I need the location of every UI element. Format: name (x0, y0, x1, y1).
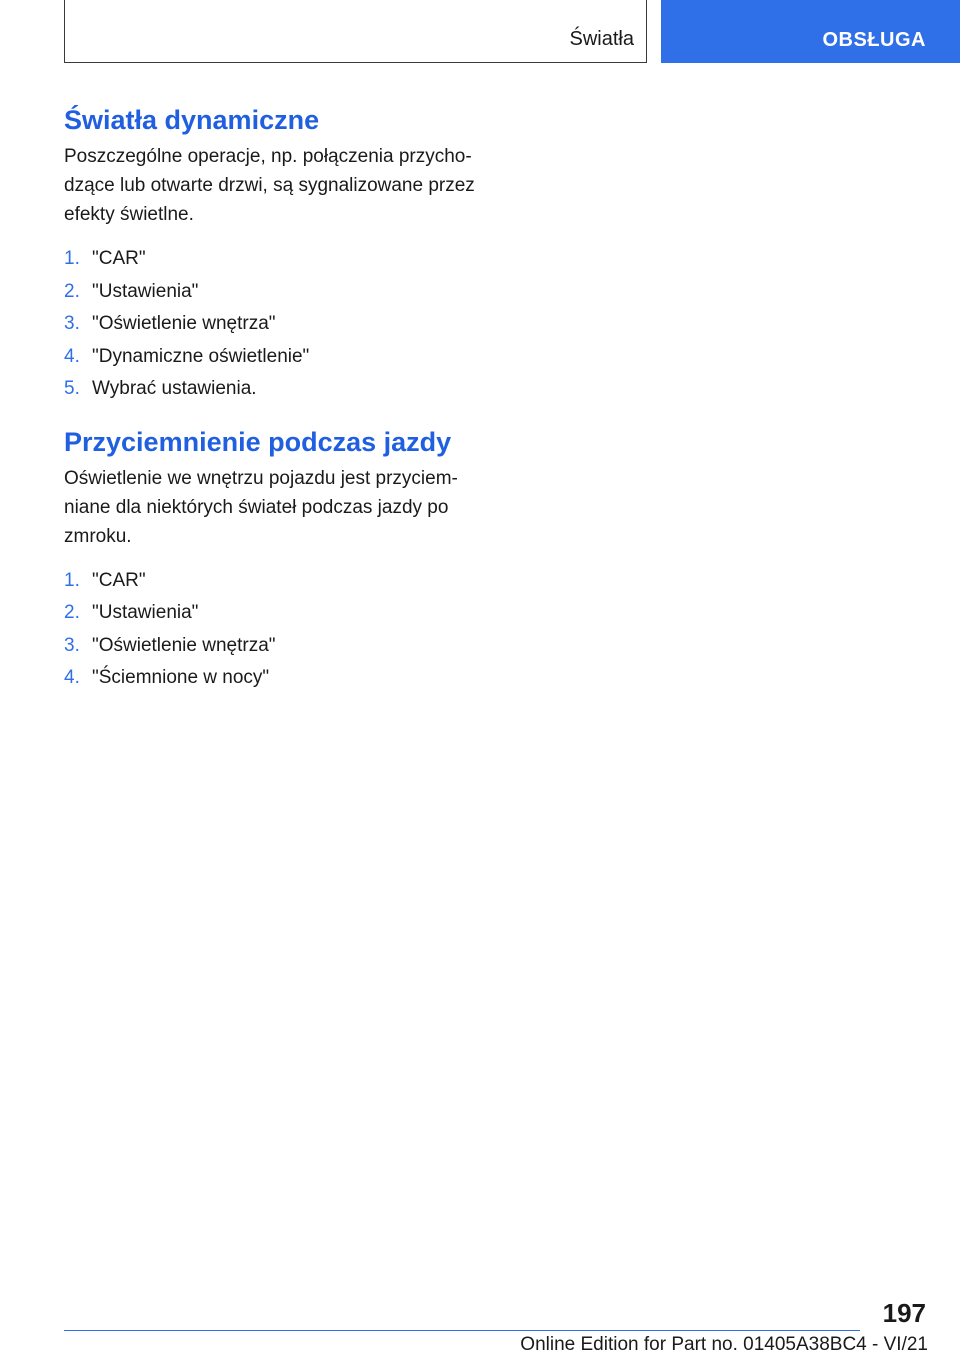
section-heading: Przyciemnienie podczas jazdy (64, 426, 452, 457)
list-item (64, 597, 484, 630)
step-text: "CAR" (92, 248, 146, 269)
step-number: 2. (64, 280, 80, 302)
list-item (64, 276, 484, 309)
list-item (64, 565, 484, 598)
step-text: Wybrać ustawienia. (92, 378, 257, 399)
header-chapter-label: OBSŁUGA (822, 29, 926, 51)
page-content (64, 102, 484, 695)
list-item (64, 630, 484, 663)
section-heading: Światła dynamiczne (64, 105, 320, 135)
list-item (64, 243, 484, 276)
step-number: 3. (64, 634, 80, 656)
footer-divider (64, 1330, 860, 1331)
section-night-dimming (64, 424, 484, 695)
step-text: "Oświetlenie wnętrza" (92, 634, 276, 656)
step-number: 4. (64, 667, 80, 688)
page-number: 197 (882, 1298, 926, 1328)
section-dynamic-lights (64, 102, 484, 406)
step-number: 3. (64, 313, 80, 334)
list-item (64, 308, 484, 341)
step-text: "Oświetlenie wnętrza" (92, 313, 276, 334)
step-number: 5. (64, 378, 80, 399)
section-body: Poszczególne operacje, np. połączenia przycho-dzące lub otwarte drzwi, są sygnalizowane przez efekty świetlne. (64, 146, 475, 225)
step-number: 1. (64, 248, 80, 269)
section-body: Oświetlenie we wnętrzu pojazdu jest przyciem-niane dla niektórych świateł podczas jazdy po zmroku. (64, 467, 458, 547)
step-text: "Ustawienia" (92, 602, 199, 623)
step-text: "Dynamiczne oświetlenie" (92, 345, 310, 367)
steps-list (64, 243, 484, 406)
header-section-box (64, 0, 647, 63)
list-item (64, 341, 484, 374)
list-item (64, 373, 484, 406)
steps-list (64, 565, 484, 695)
step-text: "Ściemnione w nocy" (92, 667, 270, 688)
footer-edition-text: Online Edition for Part no. 01405A38BC4 - VI/21 (520, 1334, 928, 1355)
step-text: "Ustawienia" (92, 280, 199, 302)
header-section-title: Światła (569, 28, 634, 50)
step-number: 4. (64, 345, 80, 367)
header-chapter-tab (661, 0, 960, 63)
step-number: 2. (64, 602, 80, 623)
step-number: 1. (64, 569, 80, 591)
step-text: "CAR" (92, 569, 146, 591)
list-item (64, 662, 484, 695)
